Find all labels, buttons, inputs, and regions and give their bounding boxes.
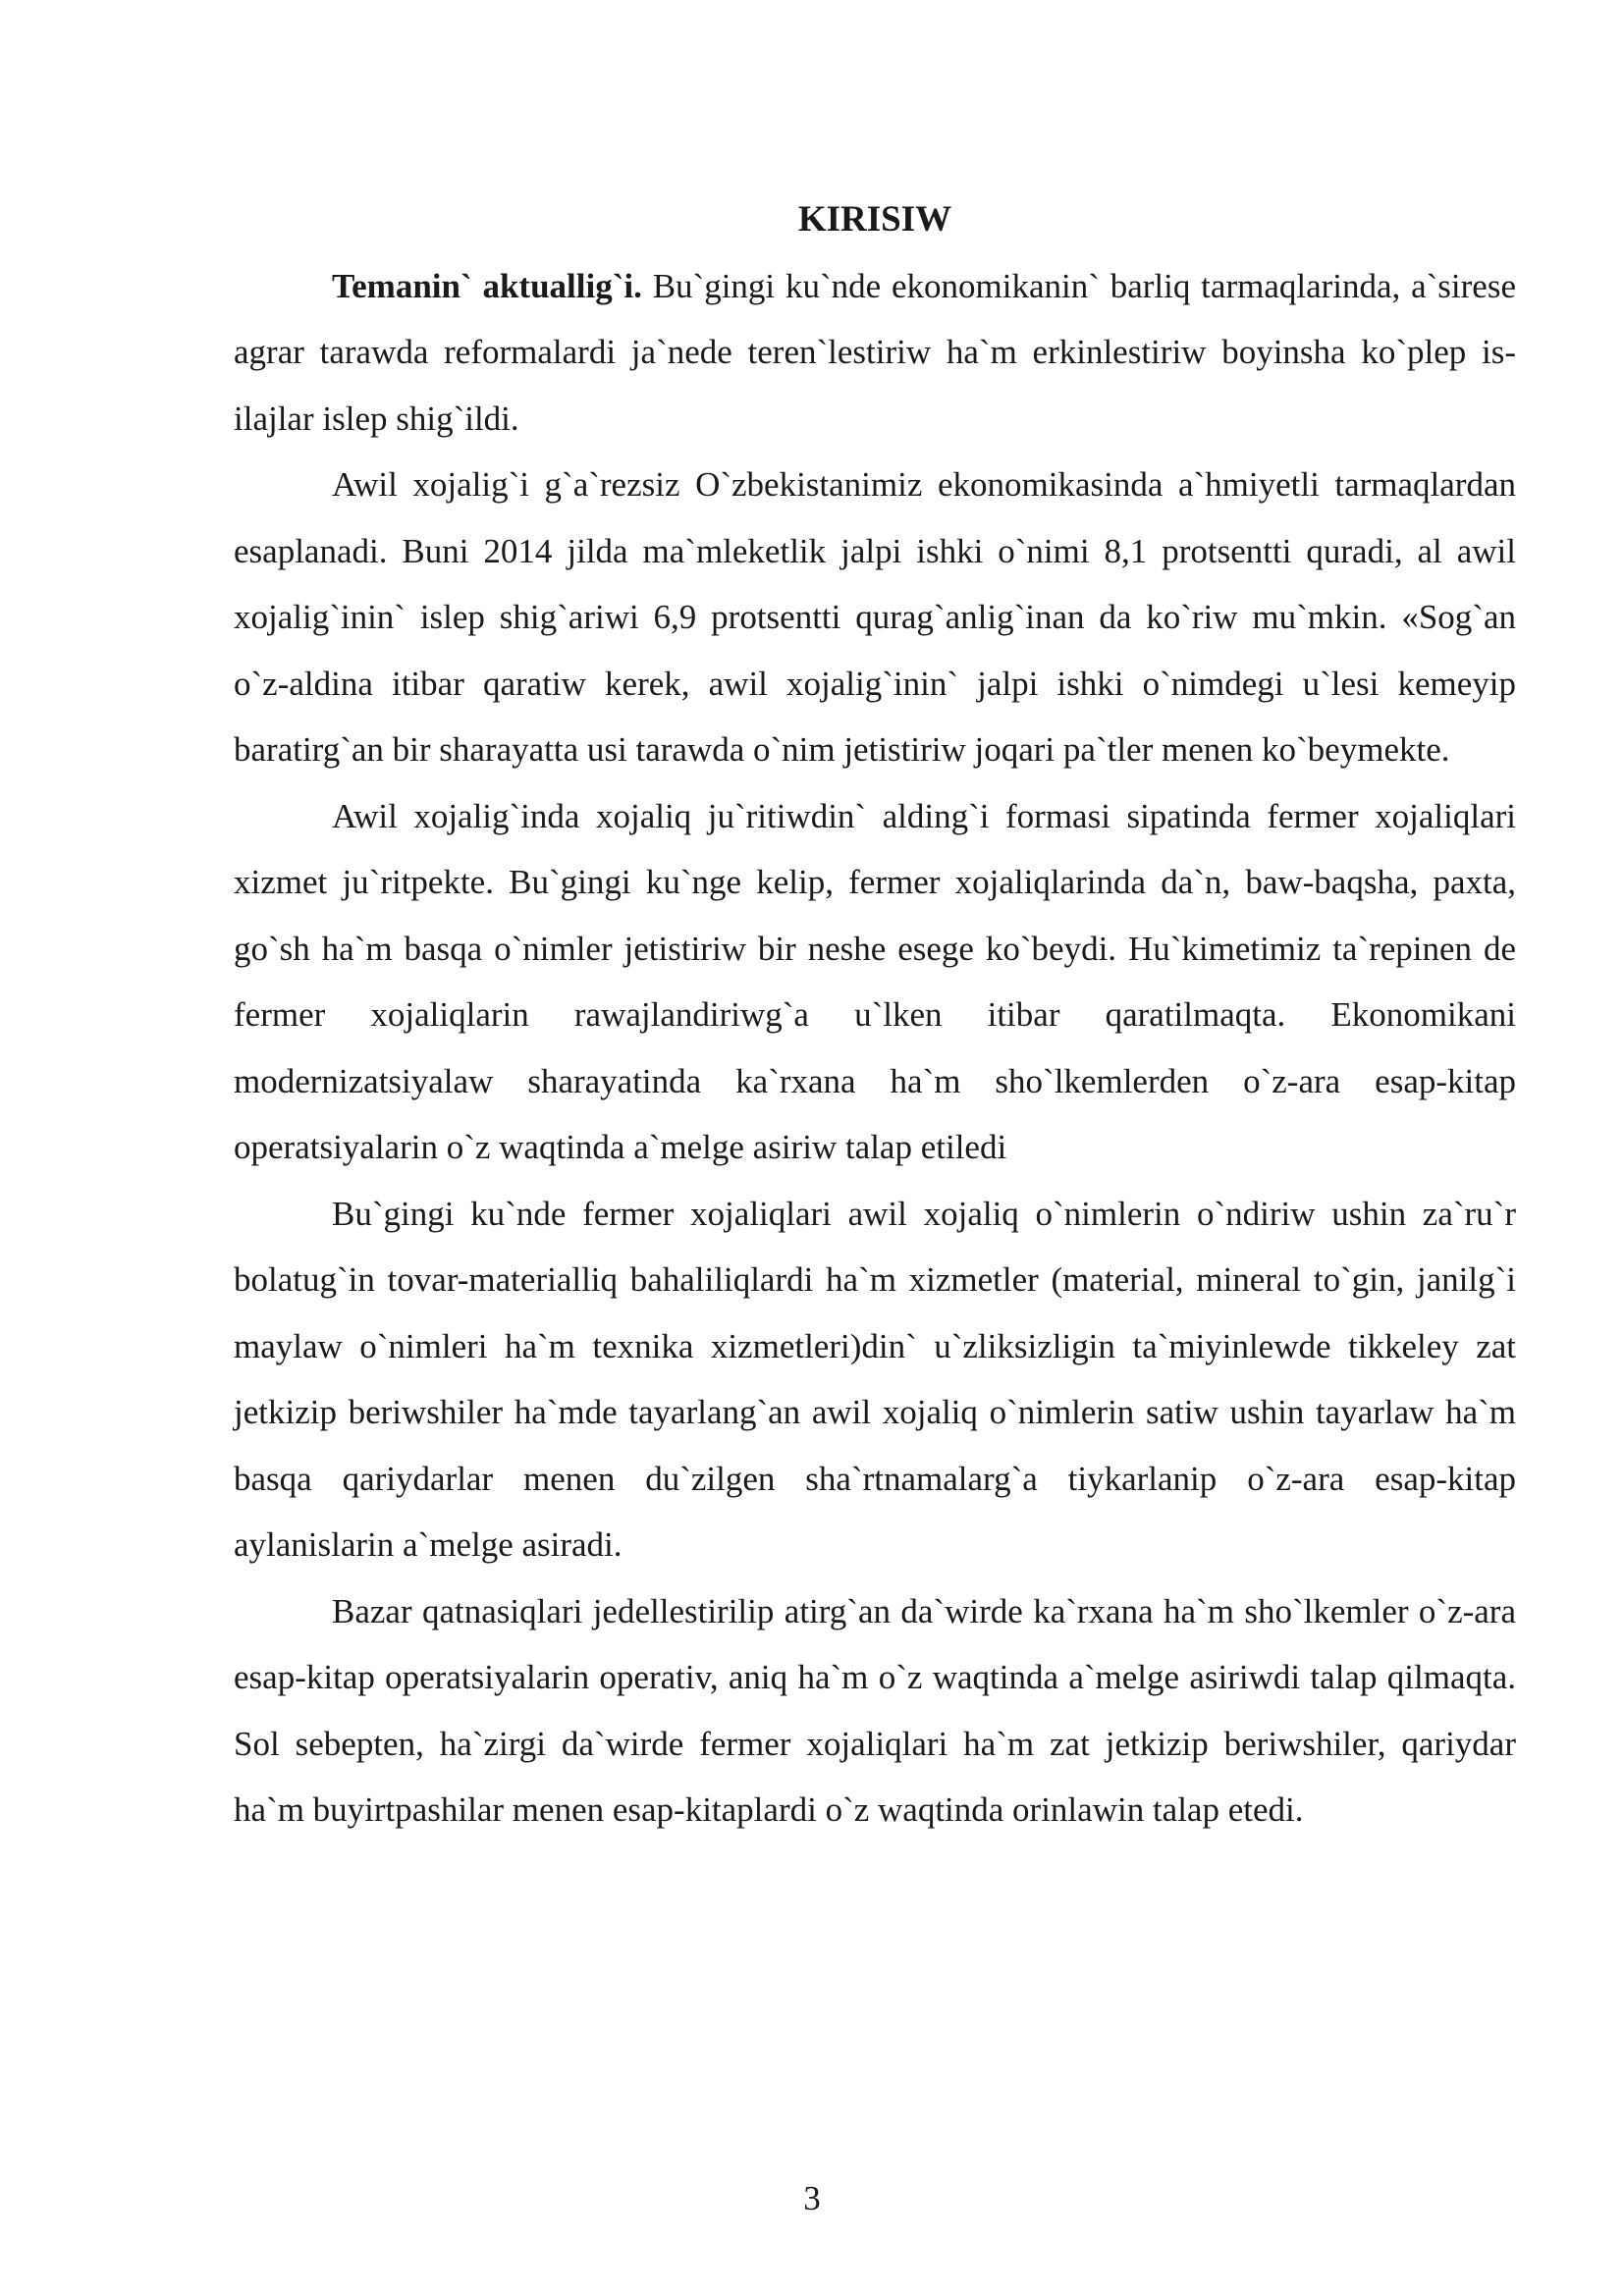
- paragraph-supply: Bu`gingi ku`nde fermer xojaliqlari awil xojaliq o`nimlerin o`ndiriw ushin za`ru`r bolatug`in tovar-materialliq bahaliliqlardi ha`m xizmetler (material, mineral to`gin, janilg`i maylaw o`nimleri ha`m texnika xizmetleri)din` u`zliksizligin ta`miyinlewde tikkeley zat jetkizip beriwshiler ha`mde tayarlang`an awil xojaliq o`nimlerin satiw ushin tayarlaw ha`m basqa qariydarlar menen du`zilgen sha`rtnamalarg`a tiykarlanip o`z-ara esap-kitap aylanislarin a`melge asiradi.: [234, 1194, 1516, 1564]
- intro-lead: Temanin` aktuallig`i.: [332, 266, 642, 305]
- intro-paragraph: [234, 253, 1516, 453]
- document-title: KIRISIW: [797, 199, 952, 240]
- page-number: 3: [803, 2179, 821, 2217]
- paragraph-farmers: Awil xojalig`inda xojaliq ju`ritiwdin` alding`i formasi sipatinda fermer xojaliqlari xizmet ju`ritpekte. Bu`gingi ku`nge kelip, fermer xojaliqlarinda da`n, baw-baqsha, paxta, go`sh ha`m basqa o`nimler jetistiriw bir neshe esege ko`beydi. Hu`kimetimiz ta`repinen de fermer xojaliqlarin rawajlandiriwg`a u`lken itibar qaratilmaqta. Ekonomikani modernizatsiyalaw sharayatinda ka`rxana ha`m sho`lkemlerden o`z-ara esap-kitap operatsiyalarin o`z waqtinda a`melge asiriw talap etiledi: [234, 796, 1516, 1166]
- intro-text: Bu`gingi ku`nde ekonomikanin` barliq tarmaqlarinda, a`sirese agrar tarawda reformalardi ja`nede teren`lestiriw ha`m erkinlestiriw boyinsha ko`plep is-ilajlar islep shig`ildi.: [234, 266, 1516, 438]
- paragraph-agriculture: Awil xojalig`i g`a`rezsiz O`zbekistanimiz ekonomikasinda a`hmiyetli tarmaqlardan esaplanadi. Buni 2014 jilda ma`mleketlik jalpi ishki o`nimi 8,1 protsentti quradi, al awil xojalig`inin` islep shig`ariwi 6,9 protsentti qurag`anlig`inan da ko`riw mu`mkin. «Sog`an o`z-aldina itibar qaratiw kerek, awil xojalig`inin` jalpi ishki o`nimdegi u`lesi kemeyip baratirg`an bir sharayatta usi tarawda o`nim jetistiriw joqari pa`tler menen ko`beymekte.: [234, 465, 1516, 769]
- document-page: [234, 187, 1516, 1843]
- paragraph-market: Bazar qatnasiqlari jedellestirilip atirg`an da`wirde ka`rxana ha`m sho`lkemler o`z-ara esap-kitap operatsiyalarin operativ, aniq ha`m o`z waqtinda a`melge asiriwdi talap qilmaqta. Sol sebepten, ha`zirgi da`wirde fermer xojaliqlari ha`m zat jetkizip beriwshiler, qariydar ha`m buyirtpashilar menen esap-kitaplardi o`z waqtinda orinlawin talap etedi.: [234, 1591, 1516, 1829]
